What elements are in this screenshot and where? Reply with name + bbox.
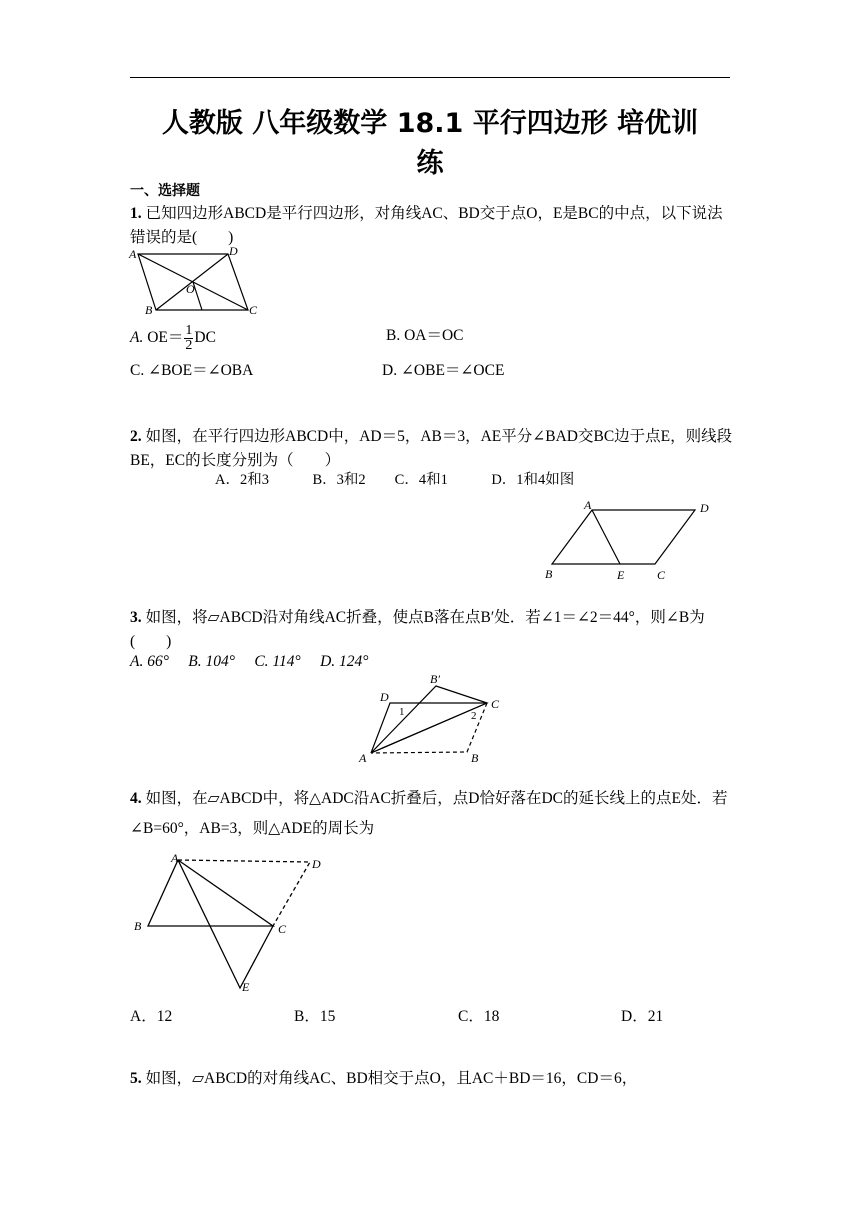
section-heading: 一、选择题: [130, 183, 200, 199]
question-5: [130, 1067, 735, 1091]
angle-label-1: 1: [399, 706, 405, 718]
segment-ae: [592, 510, 620, 564]
label-c: C: [278, 922, 287, 936]
label-a: A: [129, 247, 137, 261]
fraction-denominator: 2: [185, 338, 193, 353]
q1-option-b: B. OA＝OC: [386, 327, 464, 344]
q1-option-c: C. ∠BOE＝∠OBA: [130, 362, 254, 379]
q4-option-d: D．21: [621, 1008, 664, 1025]
label-c: C: [491, 697, 500, 711]
q1-figure: [128, 244, 268, 320]
question-1: [130, 202, 735, 250]
question-number: 5.: [130, 1070, 142, 1087]
question-3: [130, 606, 735, 654]
label-c: C: [249, 303, 258, 317]
option-letter: A.: [130, 329, 144, 347]
title-line-2: 练: [416, 148, 444, 179]
label-e: E: [242, 980, 250, 994]
label-a: A: [584, 498, 592, 512]
triangle-abc: [148, 860, 273, 926]
question-2: [130, 425, 735, 473]
q2-options: A．2和3 B．3和2 C．4和1 D．1和4如图: [215, 472, 575, 488]
header-rule: [130, 77, 730, 78]
question-text: 已知四边形ABCD是平行四边形，对角线AC、BD交于点O，E是BC的中点，以下说法错误的是( ): [130, 205, 723, 246]
angle-label-2: 2: [471, 710, 477, 722]
question-number: 4.: [130, 790, 142, 807]
question-4: [130, 784, 735, 844]
original-ad-dc: [178, 860, 310, 926]
question-text: 如图，将▱ABCD沿对角线AC折叠，使点B落在点B′处．若∠1＝∠2＝44°，则∠B为( ): [130, 609, 705, 650]
option-text: OE＝: [143, 329, 184, 347]
parallelogram-abcd: [552, 510, 695, 564]
page-title: [130, 104, 730, 184]
label-d: D: [312, 857, 321, 871]
label-a: A: [359, 751, 367, 765]
q4-figure: [128, 848, 338, 996]
question-number: 2.: [130, 428, 142, 445]
q1-option-d: D. ∠OBE＝∠OCE: [382, 362, 505, 379]
fraction-numerator: 1: [185, 323, 193, 338]
label-o: O: [186, 282, 195, 296]
label-c: C: [657, 568, 666, 582]
label-d: D: [700, 501, 709, 515]
q4-option-c: C．18: [458, 1008, 500, 1025]
question-number: 3.: [130, 609, 142, 626]
q1-option-a: [130, 324, 216, 353]
question-text: 如图，▱ABCD的对角线AC、BD相交于点O，且AC＋BD＝16，CD＝6，: [145, 1070, 638, 1087]
question-text: 如图，在平行四边形ABCD中，AD＝5，AB＝3，AE平分∠BAD交BC边于点E，则线段BE，EC的长度分别为（ ）: [130, 428, 733, 469]
label-e: E: [617, 568, 625, 582]
segments-ae-ec: [178, 860, 273, 988]
question-text: 如图，在▱ABCD中，将△ADC沿AC折叠后，点D恰好落在DC的延长线上的点E处．若∠B=60°，AB=3，则△ADE的周长为: [130, 790, 728, 837]
label-d: D: [380, 690, 389, 704]
q4-option-b: B．15: [294, 1008, 336, 1025]
q3-options: A. 66° B. 104° C. 114° D. 124°: [130, 653, 369, 670]
label-b: B: [145, 303, 153, 317]
label-b: B: [471, 751, 479, 765]
question-number: 1.: [130, 205, 142, 222]
label-b-prime: B′: [430, 672, 440, 686]
fraction-one-half: [184, 324, 193, 353]
option-text: DC: [194, 329, 216, 347]
title-line-1: 人教版 八年级数学 18.1 平行四边形 培优训: [161, 108, 699, 139]
label-b: B: [134, 919, 142, 933]
q4-option-a: A．12: [130, 1008, 173, 1025]
label-d: D: [229, 244, 238, 258]
label-a: A: [171, 851, 179, 865]
q2-figure: [540, 498, 720, 586]
q3-figure: [352, 670, 512, 766]
label-b: B: [545, 567, 553, 581]
